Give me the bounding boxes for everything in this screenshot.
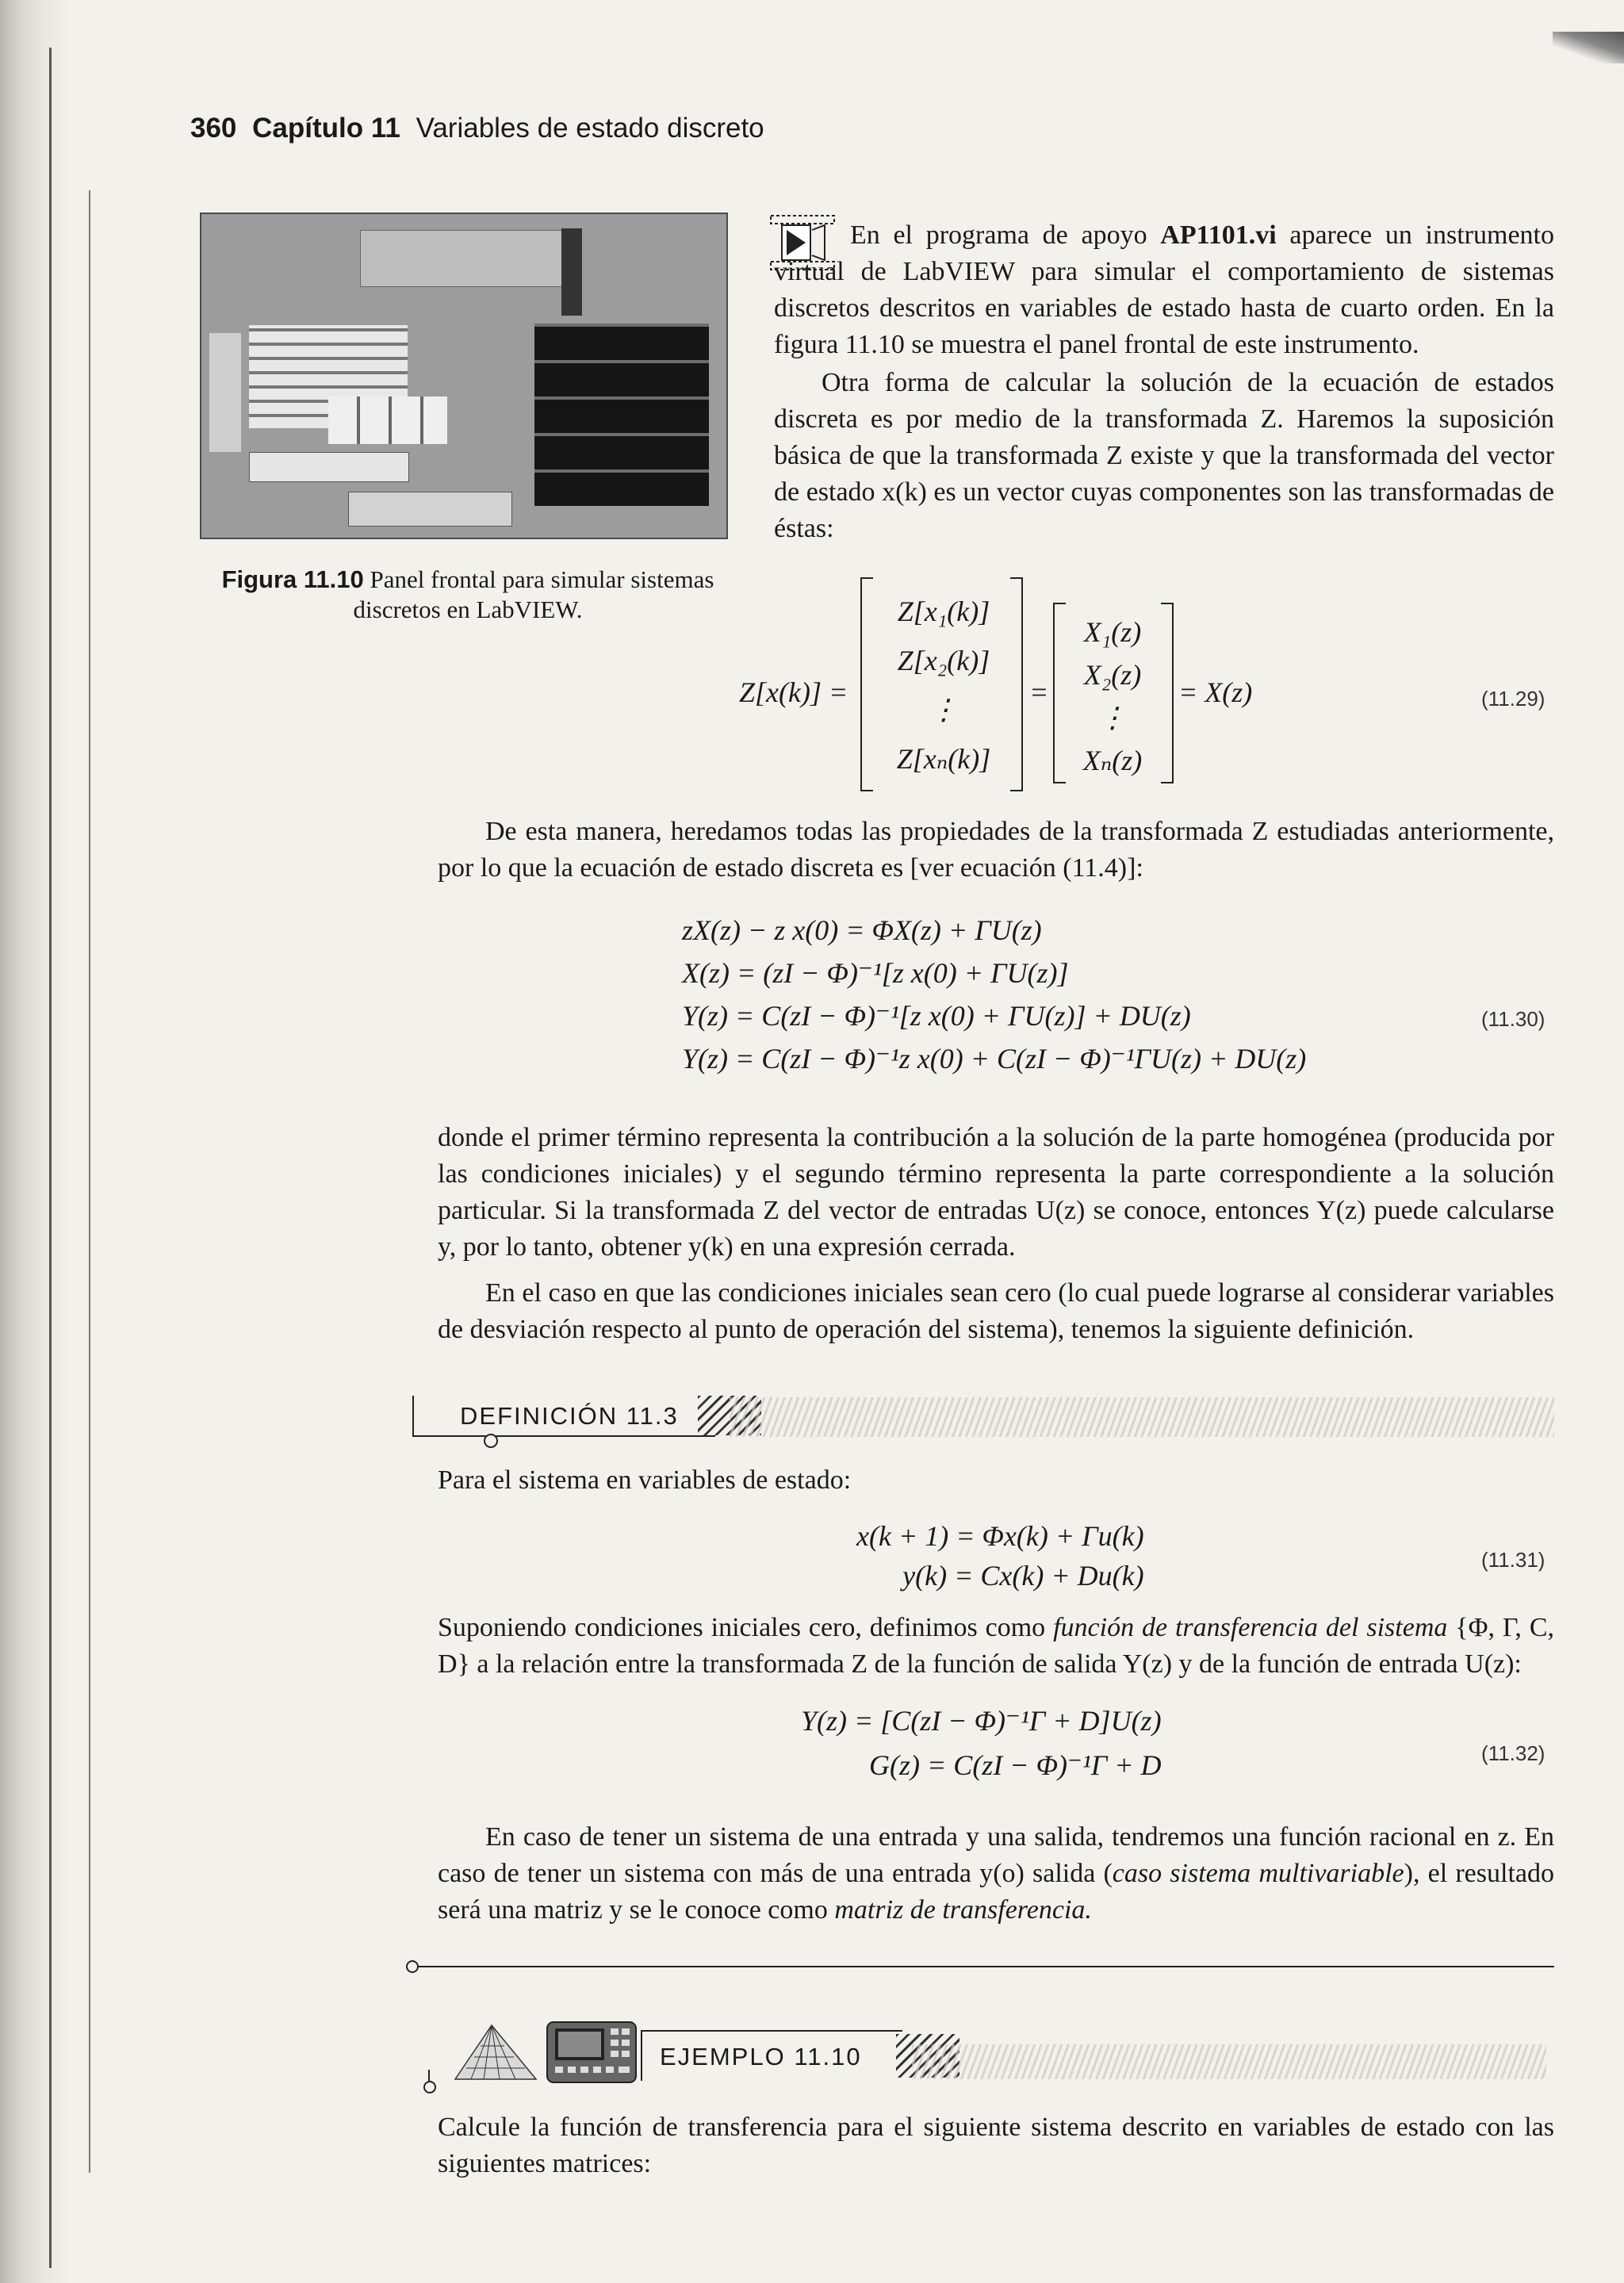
- p1-text-a: En el programa de apoyo: [850, 220, 1161, 250]
- eq29-c2-r2: X₂(z): [1083, 659, 1142, 691]
- paragraph-intro: [774, 217, 1554, 363]
- eq29-bracket-right-2: [1161, 603, 1174, 783]
- paragraph-z-transform: [774, 365, 1554, 547]
- figure-caption-text: Panel frontal para simular sistemas discretos en LabVIEW.: [353, 565, 714, 623]
- eq29-number: (11.29): [1481, 687, 1545, 711]
- eq32-line-1: Y(z) = [C(zI − Φ)⁻¹Γ + D]U(z): [801, 1705, 1162, 1737]
- p7-text-b: {Φ, Γ, C, D} a la relación entre la transformada Z de la función de salida Y(z) y de la función de entrada U(z):: [438, 1613, 1555, 1679]
- definition-end-rule: [412, 1966, 1554, 1967]
- panel-left-controls: [209, 333, 241, 452]
- eq29-c1-r3: ⋮: [929, 694, 958, 726]
- paragraph-system: [438, 1462, 1554, 1499]
- eq30-line-3: Y(z) = C(zI − Φ)⁻¹[z x(0) + ΓU(z)] + DU(z): [682, 1000, 1191, 1032]
- example-title: EJEMPLO 11.10: [660, 2043, 862, 2070]
- panel-bottom-row: [249, 452, 409, 482]
- eq29-c1-r2: Z[x₂(k)]: [897, 645, 990, 676]
- corner-scan-mark: [1553, 32, 1624, 63]
- p7-italic: función de transferencia del sistema: [1053, 1613, 1448, 1642]
- p8-italic-2: matriz de transferencia.: [834, 1895, 1092, 1925]
- eq31-line-2: y(k) = Cx(k) + Du(k): [902, 1560, 1144, 1592]
- p2-text: Otra forma de calcular la solución de la ecuación de estados discreta es por medio de la transformada Z. Haremos la suposición básica de que la transformada Z existe y que la transformada del vector de estado x(k) es un vector cuyas componentes son las transformadas de éstas:: [774, 368, 1554, 543]
- calculator-icon: [546, 2021, 638, 2084]
- figure-label: Figura 11.10: [221, 565, 364, 593]
- paragraph-zero-conditions: [438, 1275, 1554, 1348]
- figure-caption: [214, 565, 722, 625]
- eq31-block: [856, 1516, 1144, 1595]
- definition-title: DEFINICIÓN 11.3: [460, 1402, 679, 1430]
- p7-text-a: Suponiendo condiciones iniciales cero, definimos como: [438, 1613, 1054, 1642]
- eq32-block: [801, 1699, 1162, 1787]
- p5-text: En el caso en que las condiciones iniciales sean cero (lo cual puede lograrse al considerar variables de desviación respecto al punto de operación del sistema), tenemos la siguiente definición.: [438, 1278, 1554, 1344]
- spine-line: [49, 48, 52, 2268]
- panel-input-cells: [328, 396, 447, 444]
- panel-button-strip: [561, 228, 582, 316]
- panel-note-box: [348, 492, 512, 527]
- eq30-line-1: zX(z) − z x(0) = ΦX(z) + ΓU(z): [682, 914, 1042, 946]
- definition-end-dot: [406, 1960, 419, 1973]
- eq29-equals: =: [1029, 676, 1049, 708]
- paragraph-definition-text: [438, 1610, 1554, 1683]
- example-side-line: [641, 2030, 642, 2081]
- example-dot: [423, 2081, 436, 2093]
- panel-plot-area: [534, 324, 709, 506]
- eq29-bracket-left-1: [860, 577, 873, 791]
- eq30-block: [682, 909, 1306, 1080]
- definition-texture: [730, 1397, 1554, 1437]
- p1-text-b: aparece un instrumento virtual de LabVIEW para simular el comportamiento de sistemas discretos descritos en variables de estado hasta de cuarto orden. En la figura 11.10 se muestra el panel frontal de este instrumento.: [774, 220, 1554, 359]
- panel-title-box: [360, 230, 568, 287]
- p9-text: Calcule la función de transferencia para el siguiente sistema descrito en variables de estado con las siguientes matrices:: [438, 2113, 1554, 2178]
- figure-labview-panel: [200, 213, 728, 539]
- paragraph-transfer-matrix: [438, 1819, 1554, 1929]
- eq29-bracket-right-1: [1010, 577, 1023, 791]
- eq31-number: (11.31): [1481, 1548, 1545, 1572]
- p4-text: donde el primer término representa la contribución a la solución de la parte homogénea (producida por las condiciones iniciales) y el segundo término representa la parte correspondiente a la solución particular. Si la transformada Z del vector de entradas U(z) se conoce, entonces Y(z) puede calcularse y, por lo tanto, obtener y(k) en una expresión cerrada.: [438, 1123, 1554, 1262]
- eq29-bracket-left-2: [1053, 603, 1066, 783]
- p3-text: De esta manera, heredamos todas las propiedades de la transformada Z estudiadas anteriormente, por lo que la ecuación de estado discreta es [ver ecuación (11.4)]:: [438, 817, 1554, 883]
- section-title: Variables de estado discreto: [416, 113, 764, 144]
- eq29-c2-r1: X₁(z): [1083, 616, 1142, 648]
- eq29-c2-r3: ⋮: [1098, 702, 1127, 734]
- eq29-column-2: [1066, 611, 1159, 782]
- example-top-line: [641, 2030, 902, 2032]
- eq30-line-2: X(z) = (zI − Φ)⁻¹[z x(0) + ΓU(z)]: [682, 957, 1069, 989]
- spine-line-inner: [89, 190, 90, 2173]
- p8-italic-1: caso sistema multivariable: [1112, 1859, 1404, 1888]
- chapter-label: Capítulo 11: [252, 113, 400, 144]
- eq29-rhs: = X(z): [1178, 676, 1253, 708]
- eq31-line-1: x(k + 1) = Φx(k) + Γu(k): [856, 1520, 1144, 1552]
- eq32-number: (11.32): [1481, 1741, 1545, 1765]
- eq30-line-4: Y(z) = C(zI − Φ)⁻¹z x(0) + C(zI − Φ)⁻¹ΓU(z) + DU(z): [682, 1043, 1307, 1074]
- p8-text-a: En caso de tener un sistema de una entrada y una salida, tendremos una función racional en z. En caso de tener un sistema con más de una entrada y(o) salida (: [438, 1822, 1554, 1888]
- eq29-c2-r4: Xₙ(z): [1082, 745, 1143, 776]
- example-texture: [912, 2044, 1546, 2079]
- p6-text: Para el sistema en variables de estado:: [438, 1465, 852, 1495]
- paragraph-properties: [438, 814, 1554, 887]
- eq29-lhs: Z[x(k)] =: [739, 676, 848, 708]
- 3d-surface-plot-icon: [452, 2021, 539, 2084]
- paragraph-example-statement: [438, 2109, 1554, 2182]
- running-head: [190, 113, 764, 144]
- page-number: 360: [190, 113, 237, 144]
- eq29-c1-r4: Z[xₙ(k)]: [896, 743, 991, 775]
- paragraph-explanation: [438, 1120, 1554, 1266]
- p8-text-b: ), el resultado será una matriz y se le conoce como: [438, 1859, 1554, 1925]
- eq30-number: (11.30): [1481, 1007, 1545, 1031]
- eq29-column-1: [880, 587, 1007, 783]
- page-spine-shadow: [0, 0, 70, 2283]
- p1-program-name: AP1101.vi: [1160, 220, 1277, 250]
- eq29-c1-r1: Z[x₁(k)]: [897, 596, 990, 627]
- definition-dot: [484, 1434, 498, 1448]
- eq32-line-2: G(z) = C(zI − Φ)⁻¹Γ + D: [869, 1749, 1162, 1781]
